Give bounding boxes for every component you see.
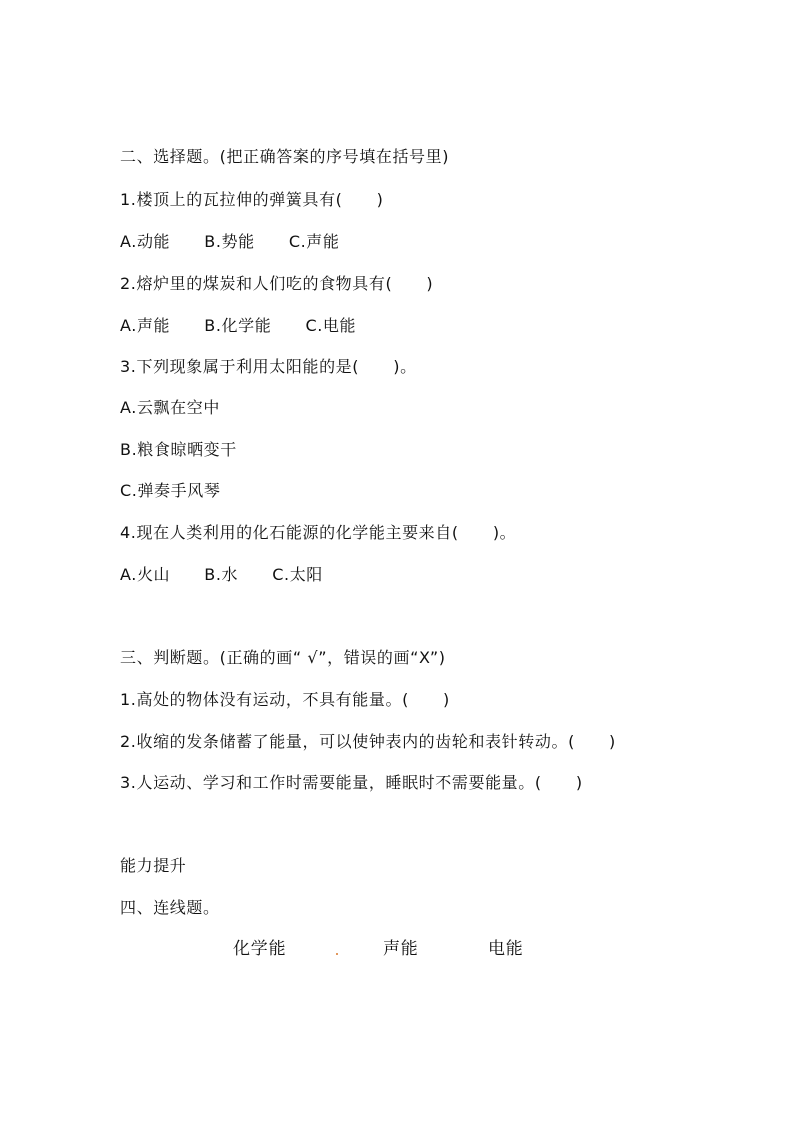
question-4: 4.现在人类利用的化石能源的化学能主要来自( )。 (120, 523, 517, 542)
matching-words-row (0, 937, 794, 963)
question-4-options: A.火山 B.水 C.太阳 (120, 565, 323, 584)
section2-heading: 二、选择题。(把正确答案的序号填在括号里) (120, 147, 450, 166)
question-2-options: A.声能 B.化学能 C.电能 (120, 316, 357, 335)
question-1: 1.楼顶上的瓦拉伸的弹簧具有( ) (120, 190, 384, 209)
section4-heading: 四、连线题。 (120, 898, 220, 917)
question-3: 3.下列现象属于利用太阳能的是( )。 (120, 357, 417, 376)
match-word-chemical-energy: 化学能 (233, 939, 287, 959)
match-word-electric-energy: 电能 (488, 939, 524, 959)
section3-heading: 三、判断题。(正确的画“ √”，错误的画“X”) (120, 648, 446, 667)
ability-subtitle: 能力提升 (120, 856, 187, 875)
judgment-item-3: 3.人运动、学习和工作时需要能量，睡眠时不需要能量。( ) (120, 773, 583, 792)
question-3-option-b: B.粮食晾晒变干 (120, 440, 237, 459)
question-3-option-a: A.云飘在空中 (120, 398, 220, 417)
question-2: 2.熔炉里的煤炭和人们吃的食物具有( ) (120, 274, 434, 293)
decorative-dot (336, 953, 338, 955)
question-3-option-c: C.弹奏手风琴 (120, 481, 221, 500)
judgment-item-2: 2.收缩的发条储蓄了能量，可以使钟表内的齿轮和表针转动。( ) (120, 732, 616, 751)
match-word-sound-energy: 声能 (383, 939, 419, 959)
judgment-item-1: 1.高处的物体没有运动，不具有能量。( ) (120, 690, 450, 709)
question-1-options: A.动能 B.势能 C.声能 (120, 232, 340, 251)
